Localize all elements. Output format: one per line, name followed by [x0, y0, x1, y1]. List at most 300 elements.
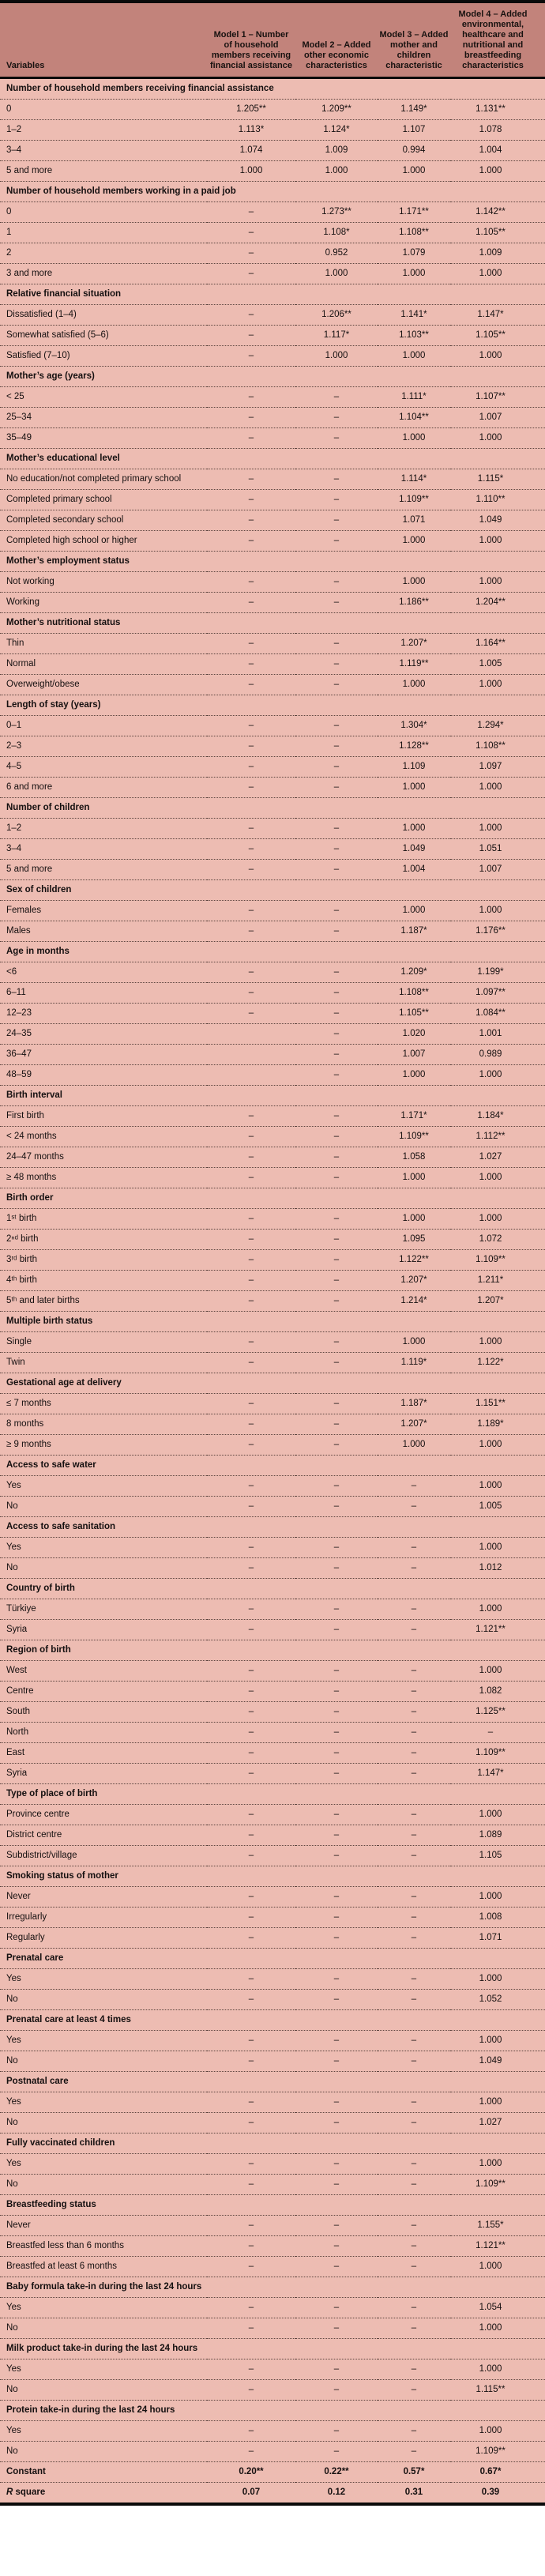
model3-value: 1.209*	[378, 962, 450, 983]
model3-value: 1.000	[378, 531, 450, 552]
table-row	[0, 243, 545, 264]
model3-value: –	[378, 2154, 450, 2175]
variable-label: Never	[0, 1887, 207, 1908]
table-row	[0, 1024, 545, 1045]
model1-value: –	[207, 1127, 295, 1147]
model1-value: –	[207, 1538, 295, 1558]
variable-label: Completed secondary school	[0, 510, 207, 531]
model1-value: –	[207, 1414, 295, 1435]
model1-value: –	[207, 510, 295, 531]
model4-value: 1.007	[450, 408, 545, 428]
variable-label: 5ᵗʰ and later births	[0, 1291, 207, 1312]
model4-value: 1.078	[450, 120, 545, 141]
table-row	[0, 1538, 545, 1558]
table-row	[0, 2113, 545, 2133]
model1-value: –	[207, 243, 295, 264]
model3-value: –	[378, 1805, 450, 1825]
model2-value: –	[295, 2216, 378, 2236]
model2-value: –	[295, 387, 378, 408]
table-row	[0, 2051, 545, 2072]
model3-value: 0.31	[378, 2483, 450, 2505]
variable-label: Syria	[0, 1620, 207, 1640]
variable-label: R square	[0, 2483, 207, 2505]
model2-value: –	[295, 1599, 378, 1620]
model4-value: 1.005	[450, 1497, 545, 1517]
model1-value: –	[207, 1271, 295, 1291]
model2-value: –	[295, 1764, 378, 1784]
model4-value: 1.000	[450, 2257, 545, 2277]
model2-value: –	[295, 1291, 378, 1312]
model2-value: –	[295, 593, 378, 613]
table-row	[0, 1291, 545, 1312]
table-row	[0, 593, 545, 613]
model3-value: 1.000	[378, 346, 450, 367]
model3-value: –	[378, 1538, 450, 1558]
model3-value: 1.207*	[378, 1271, 450, 1291]
model1-value: –	[207, 1887, 295, 1908]
variable-label: Yes	[0, 2154, 207, 2175]
model3-value: –	[378, 2359, 450, 2380]
variable-label: 5 and more	[0, 860, 207, 880]
model2-value: 1.209**	[295, 100, 378, 120]
model1-value: –	[207, 675, 295, 695]
model1-value: –	[207, 1168, 295, 1188]
model1-value: –	[207, 819, 295, 839]
table-row	[0, 346, 545, 367]
model1-value	[207, 1024, 295, 1045]
model3-value: 1.171*	[378, 1106, 450, 1127]
model2-value: –	[295, 860, 378, 880]
model1-value: –	[207, 1620, 295, 1640]
variable-label: 0–1	[0, 716, 207, 736]
model4-value: 1.105**	[450, 326, 545, 346]
model2-value: 0.952	[295, 243, 378, 264]
model1-value: –	[207, 1661, 295, 1682]
model2-value: –	[295, 408, 378, 428]
model2-value: –	[295, 1743, 378, 1764]
variable-label: Yes	[0, 2298, 207, 2318]
model1-value: 1.074	[207, 141, 295, 161]
model1-value: –	[207, 2298, 295, 2318]
column-header-model-3: Model 3 – Added mother and children characteristic	[378, 2, 450, 78]
model3-value: 1.104**	[378, 408, 450, 428]
variable-label: No education/not completed primary school	[0, 469, 207, 490]
variable-label: Satisfied (7–10)	[0, 346, 207, 367]
variable-label: Breastfed at least 6 months	[0, 2257, 207, 2277]
model2-value: –	[295, 1332, 378, 1353]
model1-value: –	[207, 346, 295, 367]
model1-value: 1.113*	[207, 120, 295, 141]
section-row	[0, 2401, 545, 2421]
variable-label: Not working	[0, 572, 207, 593]
model3-value: 1.000	[378, 1209, 450, 1230]
model2-value: –	[295, 1024, 378, 1045]
model2-value: –	[295, 983, 378, 1004]
table-row	[0, 490, 545, 510]
model2-value: –	[295, 654, 378, 675]
table-row	[0, 2442, 545, 2462]
model3-value: –	[378, 2113, 450, 2133]
variable-label: Regularly	[0, 1928, 207, 1949]
variable-label: 1	[0, 223, 207, 243]
model4-value: 1.084**	[450, 1004, 545, 1024]
model3-value: 1.000	[378, 572, 450, 593]
model4-value: 1.211*	[450, 1271, 545, 1291]
variable-label: ≥ 9 months	[0, 1435, 207, 1456]
model3-value: –	[378, 1620, 450, 1640]
model3-value: 1.171**	[378, 202, 450, 223]
model3-value: –	[378, 2216, 450, 2236]
model1-value: –	[207, 2092, 295, 2113]
table-row	[0, 161, 545, 182]
model3-value: 1.000	[378, 161, 450, 182]
section-row	[0, 1949, 545, 1969]
table-row	[0, 1764, 545, 1784]
variable-label: 1ˢᵗ birth	[0, 1209, 207, 1230]
model1-value: –	[207, 1825, 295, 1846]
table-row	[0, 1476, 545, 1497]
variable-label: 36–47	[0, 1045, 207, 1065]
model2-value: –	[295, 1805, 378, 1825]
model4-value: 1.151**	[450, 1394, 545, 1414]
section-row	[0, 367, 545, 387]
model3-value: –	[378, 1476, 450, 1497]
model2-value: –	[295, 1106, 378, 1127]
table-row	[0, 1969, 545, 1990]
model1-value: –	[207, 2380, 295, 2401]
section-label: Baby formula take-in during the last 24 hours	[0, 2277, 545, 2298]
section-row	[0, 1640, 545, 1661]
model4-value: 1.000	[450, 531, 545, 552]
section-label: Age in months	[0, 942, 545, 962]
table-row	[0, 1661, 545, 1682]
model1-value: 1.205**	[207, 100, 295, 120]
model2-value: –	[295, 1969, 378, 1990]
model1-value: –	[207, 1353, 295, 1373]
model1-value: –	[207, 1209, 295, 1230]
model3-value: –	[378, 1887, 450, 1908]
model2-value: –	[295, 921, 378, 942]
model3-value: –	[378, 2031, 450, 2051]
table-row	[0, 983, 545, 1004]
model1-value: –	[207, 1764, 295, 1784]
model2-value: –	[295, 716, 378, 736]
table-row	[0, 736, 545, 757]
section-label: Region of birth	[0, 1640, 545, 1661]
table-row	[0, 634, 545, 654]
model4-value: 1.000	[450, 1209, 545, 1230]
model1-value: –	[207, 2257, 295, 2277]
model1-value: –	[207, 1682, 295, 1702]
model1-value: –	[207, 593, 295, 613]
model2-value: 1.000	[295, 264, 378, 284]
table-row	[0, 1435, 545, 1456]
model2-value: –	[295, 1620, 378, 1640]
model1-value: –	[207, 264, 295, 284]
model2-value: –	[295, 1846, 378, 1866]
table-row	[0, 962, 545, 983]
model4-value: 1.071	[450, 1928, 545, 1949]
variable-label: East	[0, 1743, 207, 1764]
model2-value: –	[295, 839, 378, 860]
variable-label: District centre	[0, 1825, 207, 1846]
variable-label: Constant	[0, 2462, 207, 2483]
model1-value: –	[207, 962, 295, 983]
variable-label: Females	[0, 901, 207, 921]
variable-label: Centre	[0, 1682, 207, 1702]
table-row	[0, 1168, 545, 1188]
model1-value: –	[207, 839, 295, 860]
table-row	[0, 387, 545, 408]
model1-value: –	[207, 634, 295, 654]
model2-value: –	[295, 1723, 378, 1743]
model1-value: –	[207, 1147, 295, 1168]
table-row	[0, 1497, 545, 1517]
model3-value: 1.000	[378, 901, 450, 921]
model3-value: –	[378, 1702, 450, 1723]
model4-value: 1.004	[450, 141, 545, 161]
model3-value: 1.109**	[378, 1127, 450, 1147]
model4-value: 1.176**	[450, 921, 545, 942]
table-row	[0, 901, 545, 921]
model2-value: –	[295, 1004, 378, 1024]
variable-label: 0	[0, 202, 207, 223]
model2-value: 1.206**	[295, 305, 378, 326]
table-row	[0, 1805, 545, 1825]
model4-value: 1.000	[450, 1599, 545, 1620]
table-row	[0, 2031, 545, 2051]
model2-value: –	[295, 1661, 378, 1682]
model3-value: –	[378, 1661, 450, 1682]
model2-value: 0.12	[295, 2483, 378, 2505]
variable-label: 3–4	[0, 839, 207, 860]
variable-label: Single	[0, 1332, 207, 1353]
model3-value: 1.079	[378, 243, 450, 264]
variable-label: 24–35	[0, 1024, 207, 1045]
model1-value: –	[207, 1599, 295, 1620]
model3-value: 1.207*	[378, 634, 450, 654]
model4-value: 1.009	[450, 243, 545, 264]
variable-label: Completed primary school	[0, 490, 207, 510]
variable-label: No	[0, 1497, 207, 1517]
model3-value: –	[378, 2318, 450, 2339]
model4-value: 1.000	[450, 2031, 545, 2051]
model2-value: –	[295, 1065, 378, 1086]
model3-value: –	[378, 2421, 450, 2442]
variable-label: No	[0, 2318, 207, 2339]
column-header-model-2: Model 2 – Added other economic characteristics	[295, 2, 378, 78]
model2-value: –	[295, 962, 378, 983]
model1-value: –	[207, 202, 295, 223]
variable-label: 2–3	[0, 736, 207, 757]
model1-value	[207, 1065, 295, 1086]
table-row	[0, 202, 545, 223]
variable-label: Never	[0, 2216, 207, 2236]
model2-value: –	[295, 819, 378, 839]
model4-value: 1.109**	[450, 2442, 545, 2462]
model3-value: 1.128**	[378, 736, 450, 757]
model4-value: 1.000	[450, 675, 545, 695]
model1-value: –	[207, 2236, 295, 2257]
model1-value	[207, 1045, 295, 1065]
variable-label: 2	[0, 243, 207, 264]
table-row	[0, 1045, 545, 1065]
table-row	[0, 1414, 545, 1435]
variable-label: 1–2	[0, 120, 207, 141]
table-row	[0, 921, 545, 942]
model4-value: 1.097**	[450, 983, 545, 1004]
model4-value: 1.049	[450, 510, 545, 531]
variable-label: 3 and more	[0, 264, 207, 284]
model4-value: 1.052	[450, 1990, 545, 2010]
model1-value: –	[207, 2051, 295, 2072]
table-row	[0, 1887, 545, 1908]
model2-value: 1.124*	[295, 120, 378, 141]
section-label: Gestational age at delivery	[0, 1373, 545, 1394]
model3-value: 1.122**	[378, 1250, 450, 1271]
table-row	[0, 1558, 545, 1579]
variable-label: No	[0, 2442, 207, 2462]
table-row	[0, 223, 545, 243]
table-row	[0, 1147, 545, 1168]
variable-label: Overweight/obese	[0, 675, 207, 695]
model2-value: –	[295, 1476, 378, 1497]
table-row	[0, 2154, 545, 2175]
model3-value: –	[378, 2092, 450, 2113]
model4-value: 1.204**	[450, 593, 545, 613]
table-row	[0, 2216, 545, 2236]
model4-value: 1.000	[450, 1168, 545, 1188]
model3-value: 1.214*	[378, 1291, 450, 1312]
table-row	[0, 1620, 545, 1640]
table-row	[0, 2092, 545, 2113]
model2-value: –	[295, 2359, 378, 2380]
model1-value: –	[207, 757, 295, 778]
model2-value: –	[295, 736, 378, 757]
model1-value: 0.20**	[207, 2462, 295, 2483]
model1-value: –	[207, 2175, 295, 2195]
model1-value: –	[207, 736, 295, 757]
model2-value: –	[295, 675, 378, 695]
section-row	[0, 798, 545, 819]
model4-value: 1.115**	[450, 2380, 545, 2401]
table-row	[0, 120, 545, 141]
section-label: Prenatal care	[0, 1949, 545, 1969]
section-row	[0, 695, 545, 716]
model3-value: 1.000	[378, 1065, 450, 1086]
model1-value: –	[207, 1106, 295, 1127]
model1-value: –	[207, 531, 295, 552]
variable-label: 3–4	[0, 141, 207, 161]
variable-label: <6	[0, 962, 207, 983]
model3-value: 1.119*	[378, 1353, 450, 1373]
model1-value: –	[207, 469, 295, 490]
model4-value: 1.000	[450, 2154, 545, 2175]
model4-value: 1.000	[450, 428, 545, 449]
variable-label: South	[0, 1702, 207, 1723]
table-row	[0, 1004, 545, 1024]
table-row	[0, 1908, 545, 1928]
model1-value: –	[207, 1435, 295, 1456]
variable-label: 4–5	[0, 757, 207, 778]
section-row	[0, 880, 545, 901]
model1-value: –	[207, 2318, 295, 2339]
model2-value: –	[295, 1353, 378, 1373]
model4-value: 1.000	[450, 2359, 545, 2380]
section-row	[0, 613, 545, 634]
variable-label: ≤ 7 months	[0, 1394, 207, 1414]
table-row	[0, 2483, 545, 2505]
model4-value: 1.000	[450, 819, 545, 839]
section-label: Multiple birth status	[0, 1312, 545, 1332]
model2-value: –	[295, 1682, 378, 1702]
variable-label: Yes	[0, 2359, 207, 2380]
model3-value: –	[378, 1969, 450, 1990]
table-row	[0, 1394, 545, 1414]
variable-label: Working	[0, 593, 207, 613]
section-row	[0, 1784, 545, 1805]
model1-value: –	[207, 1558, 295, 1579]
model1-value: –	[207, 901, 295, 921]
model4-value: 1.108**	[450, 736, 545, 757]
model4-value: 1.147*	[450, 305, 545, 326]
section-label: Prenatal care at least 4 times	[0, 2010, 545, 2031]
variable-label: 5 and more	[0, 161, 207, 182]
model3-value: 1.095	[378, 1230, 450, 1250]
section-label: Mother’s age (years)	[0, 367, 545, 387]
table-row	[0, 2380, 545, 2401]
table-row	[0, 1743, 545, 1764]
section-row	[0, 2277, 545, 2298]
model2-value: –	[295, 1230, 378, 1250]
table-row	[0, 757, 545, 778]
model3-value: 1.071	[378, 510, 450, 531]
model2-value: –	[295, 1538, 378, 1558]
model3-value: –	[378, 2380, 450, 2401]
model4-value: 1.112**	[450, 1127, 545, 1147]
variable-label: No	[0, 2175, 207, 2195]
model3-value: 1.141*	[378, 305, 450, 326]
model1-value: –	[207, 1394, 295, 1414]
model1-value: –	[207, 1723, 295, 1743]
table-row	[0, 819, 545, 839]
model4-value: 0.989	[450, 1045, 545, 1065]
model2-value: –	[295, 531, 378, 552]
model1-value: –	[207, 1702, 295, 1723]
model3-value: –	[378, 1846, 450, 1866]
model2-value: –	[295, 510, 378, 531]
model1-value: –	[207, 326, 295, 346]
model4-value: 1.008	[450, 1908, 545, 1928]
model4-value: 1.007	[450, 860, 545, 880]
model1-value: –	[207, 2216, 295, 2236]
model1-value: 1.000	[207, 161, 295, 182]
variable-label: No	[0, 2113, 207, 2133]
model2-value: –	[295, 2154, 378, 2175]
table-row	[0, 2298, 545, 2318]
model2-value: –	[295, 2175, 378, 2195]
model1-value: –	[207, 1230, 295, 1250]
table-row	[0, 2462, 545, 2483]
section-row	[0, 1086, 545, 1106]
variable-label: < 25	[0, 387, 207, 408]
model1-value: –	[207, 428, 295, 449]
model2-value: –	[295, 1825, 378, 1846]
variable-label: 12–23	[0, 1004, 207, 1024]
model1-value: –	[207, 1990, 295, 2010]
section-label: Access to safe sanitation	[0, 1517, 545, 1538]
model3-value: –	[378, 1764, 450, 1784]
